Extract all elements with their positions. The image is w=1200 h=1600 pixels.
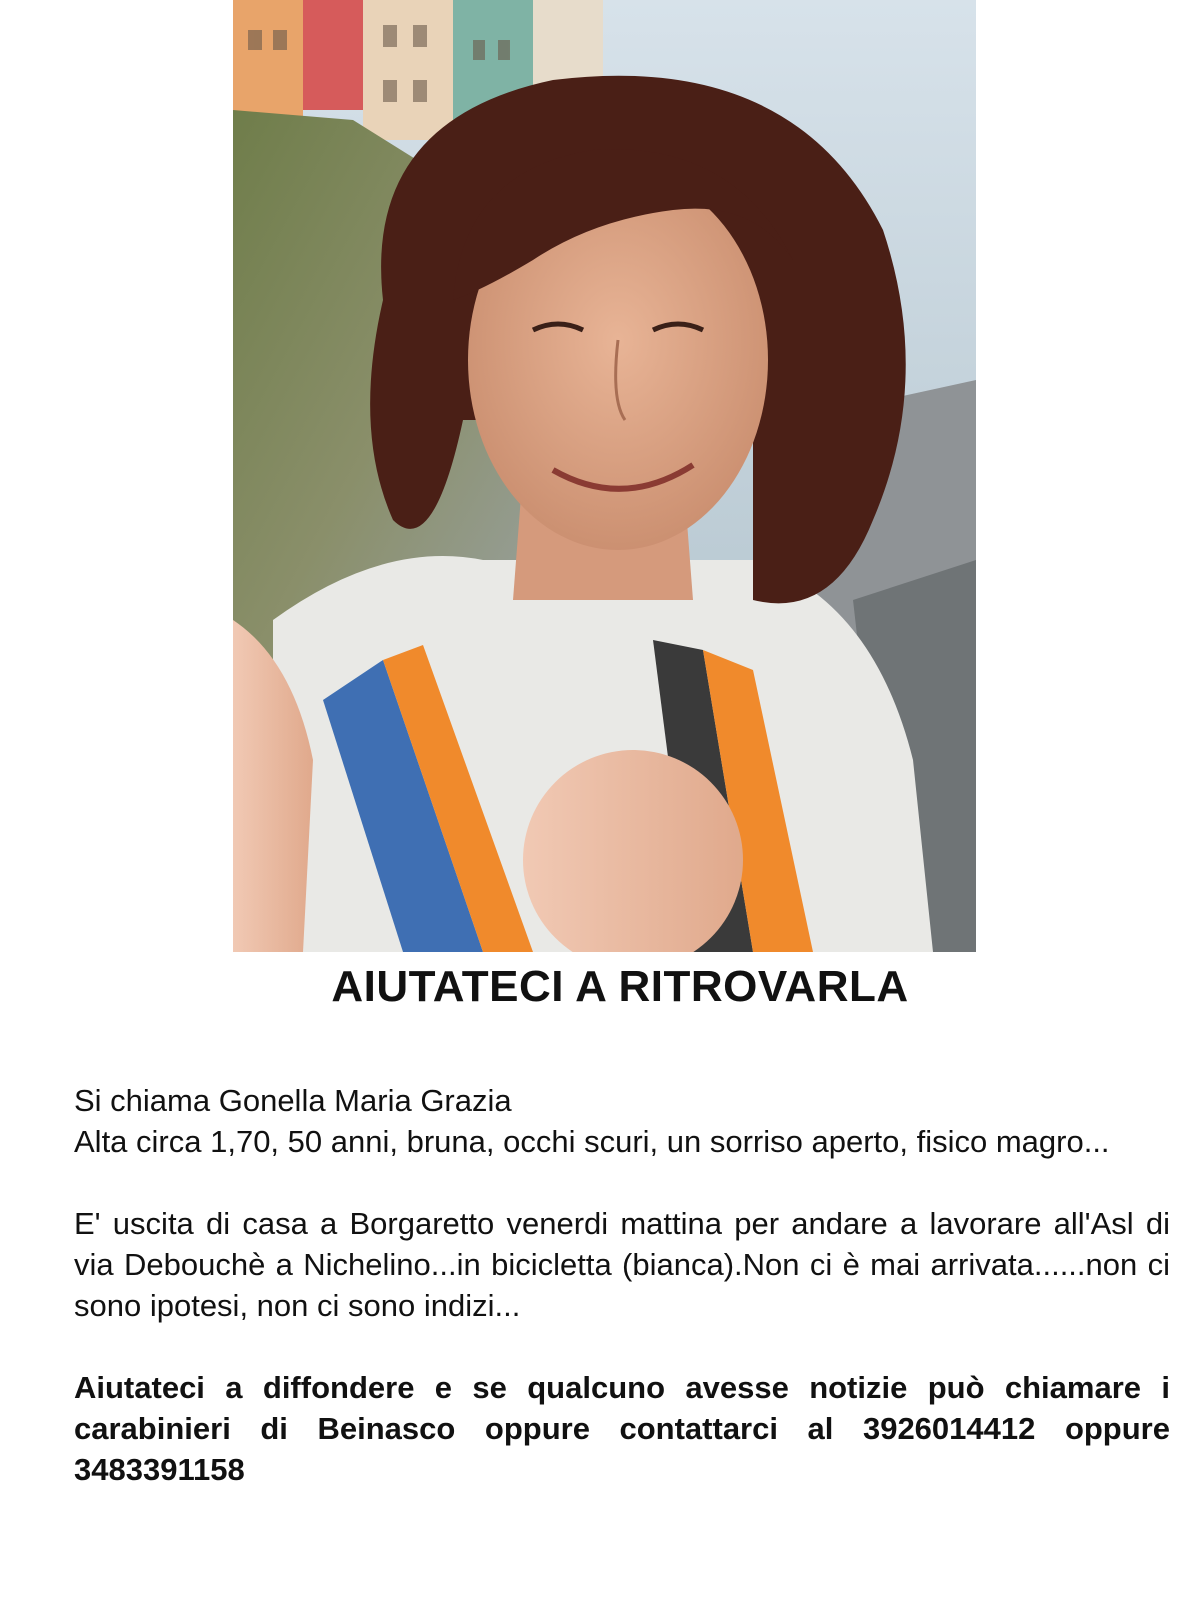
- name-line: Si chiama Gonella Maria Grazia: [74, 1083, 512, 1118]
- paragraph-gap: [74, 1162, 1170, 1203]
- portrait-illustration: [233, 0, 976, 952]
- description: Alta circa 1,70, 50 anni, bruna, occhi scuri, un sorriso aperto, fisico magro...: [74, 1124, 1110, 1159]
- paragraph-gap: [74, 1326, 1170, 1367]
- headline: AIUTATECI A RITROVARLA: [331, 962, 909, 1011]
- appeal: Aiutateci a diffondere e se qualcuno avesse notizie può chiamare i carabinieri di Beinasco oppure contattarci al 3926014412 oppure 3483391158: [74, 1370, 1170, 1487]
- circumstances: E' uscita di casa a Borgaretto venerdi mattina per andare a lavorare all'Asl di via Debouchè a Nichelino...in bicicletta (bianca).Non ci è mai arrivata......non ci sono ipotesi, non ci sono indizi...: [74, 1206, 1170, 1323]
- portrait-photo: [233, 0, 976, 952]
- poster-body: [74, 1080, 1170, 1490]
